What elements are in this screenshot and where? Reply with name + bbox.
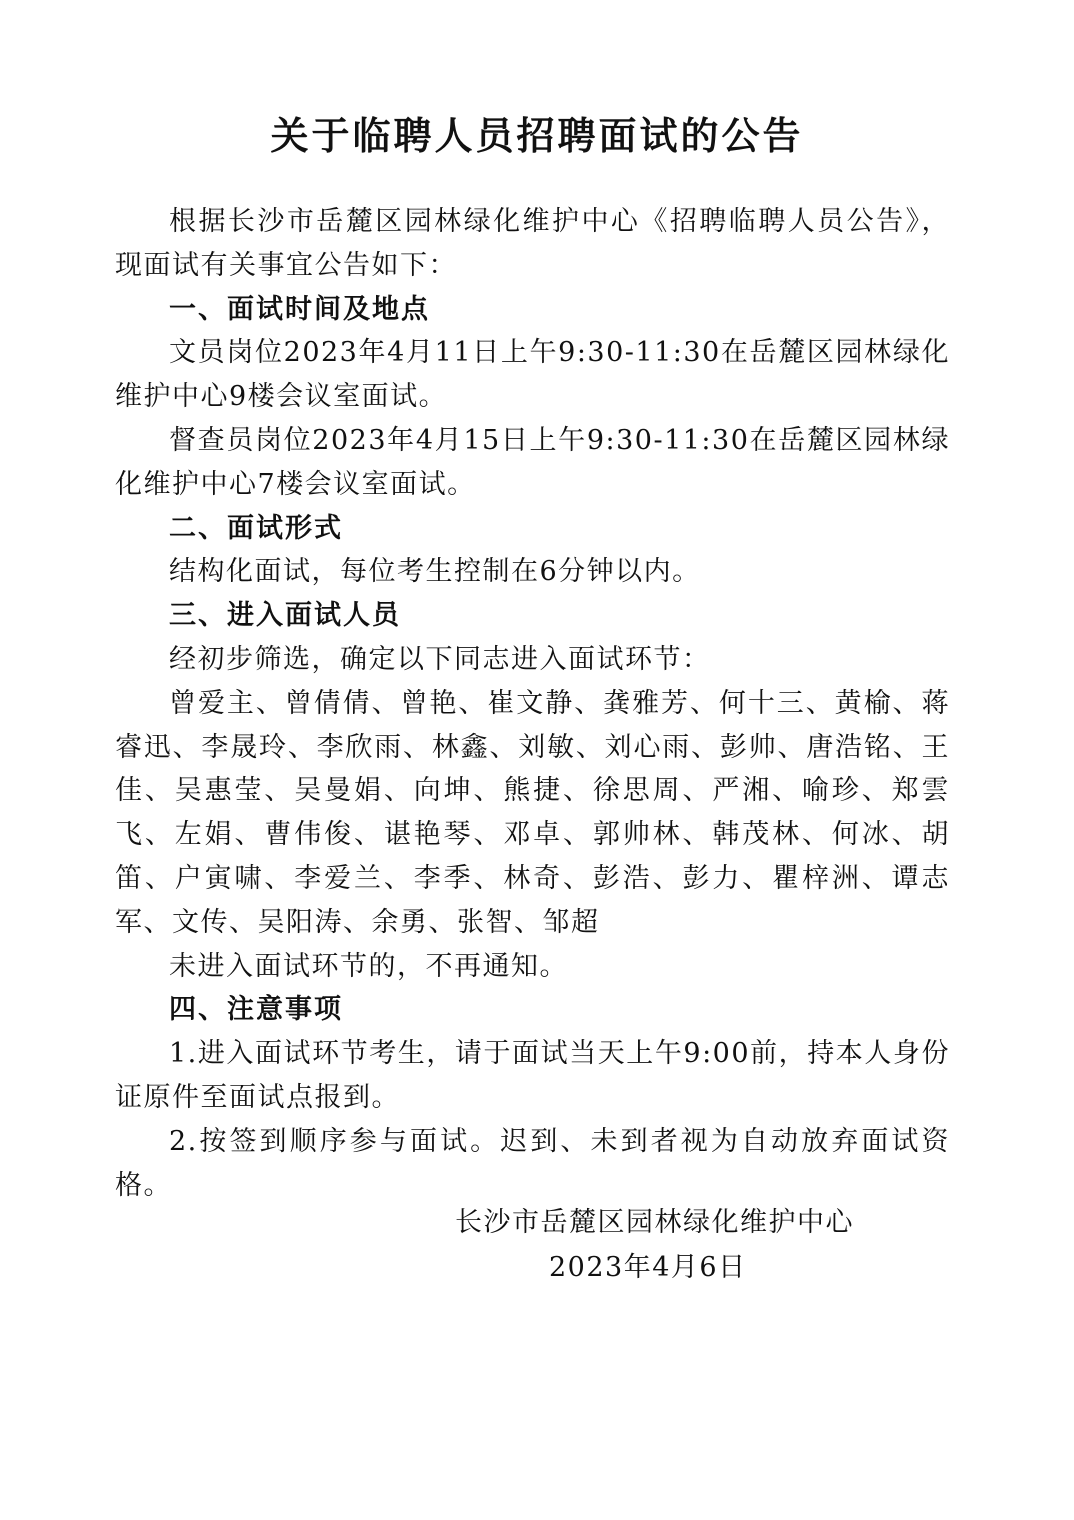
intro-paragraph: 根据长沙市岳麓区园林绿化维护中心《招聘临聘人员公告》，现面试有关事宜公告如下： xyxy=(115,206,950,281)
section-heading-format: 二、面试形式 xyxy=(169,512,343,544)
document-body xyxy=(115,200,950,1207)
clerk-interview-paragraph: 文员岗位2023年4月11日上午9:30-11:30在岳麓区园林绿化维护中心9楼会议室面试。 xyxy=(115,337,950,413)
inspector-interview-paragraph: 督查员岗位2023年4月15日上午9:30-11:30在岳麓区园林绿化维护中心7楼会议室面试。 xyxy=(115,424,950,500)
section-heading-candidates: 三、进入面试人员 xyxy=(169,600,401,632)
signature-organization: 长沙市岳麓区园林绿化维护中心 xyxy=(455,1207,854,1238)
format-paragraph: 结构化面试，每位考生控制在6分钟以内。 xyxy=(169,556,701,588)
not-selected-note: 未进入面试环节的，不再通知。 xyxy=(169,950,568,982)
candidate-names-list: 曾爱主、曾倩倩、曾艳、崔文静、龚雅芳、何十三、黄榆、蒋睿迅、李晟玲、李欣雨、林鑫、刘敏、刘心雨、彭帅、唐浩铭、王佳、吴惠莹、吴曼娟、向坤、熊捷、徐思周、严湘、喻珍、郑雲飞、左娟、曹伟俊、谌艳琴、邓卓、郭帅林、韩茂林、何冰、胡笛、户寅啸、李爱兰、李季、林奇、彭浩、彭力、瞿梓洲、谭志军、文传、吴阳涛、余勇、张智、邹超 xyxy=(115,687,950,938)
document-title: 关于临聘人员招聘面试的公告 xyxy=(270,113,804,158)
candidates-lead: 经初步筛选，确定以下同志进入面试环节： xyxy=(169,643,711,675)
section-heading-notes: 四、注意事项 xyxy=(169,994,343,1026)
note-item-1: 1.进入面试环节考生，请于面试当天上午9:00前，持本人身份证原件至面试点报到。 xyxy=(115,1038,950,1113)
signature-block xyxy=(455,1200,875,1290)
note-item-2: 2.按签到顺序参与面试。迟到、未到者视为自动放弃面试资格。 xyxy=(115,1125,950,1201)
section-heading-time-location: 一、面试时间及地点 xyxy=(169,293,430,325)
signature-date: 2023年4月6日 xyxy=(549,1252,747,1283)
